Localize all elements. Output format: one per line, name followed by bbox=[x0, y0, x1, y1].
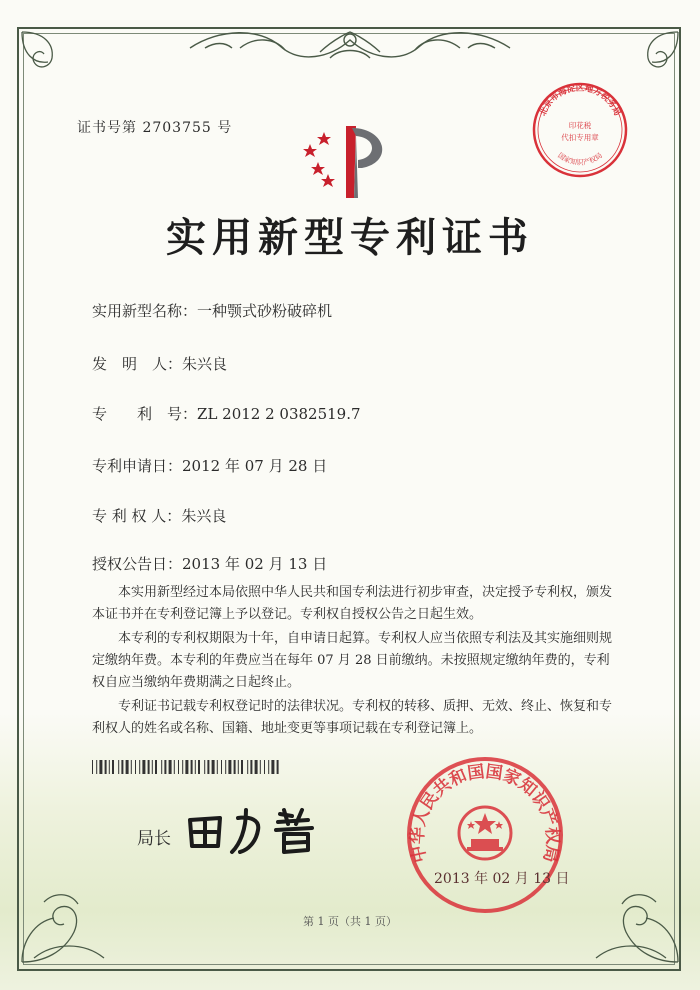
barcode-bar bbox=[169, 760, 172, 774]
barcode-bar bbox=[126, 760, 129, 774]
body-paragraph: 本实用新型经过本局依照中华人民共和国专利法进行初步审查，决定授予专利权，颁发本证书并在专利登记簿上予以登记。专利权自授权公告之日起生效。 bbox=[92, 585, 613, 622]
barcode-bar bbox=[247, 760, 248, 774]
barcode-bar bbox=[204, 760, 205, 774]
tax-stamp bbox=[530, 80, 630, 180]
field-value: 2013 年 02 月 13 日 bbox=[182, 555, 328, 573]
barcode-bar bbox=[217, 760, 218, 774]
body-paragraph: 专利证书记载专利权登记时的法律状况。专利权的转移、质押、无效、终止、恢复和专利权人的姓名或名称、国籍、地址变更等事项记载在专利登记簿上。 bbox=[92, 699, 613, 736]
barcode-bar bbox=[207, 760, 209, 774]
field-label: 专 利 权 人： bbox=[92, 507, 182, 525]
field-label: 实用新型名称： bbox=[92, 302, 198, 320]
barcode-bar bbox=[212, 760, 215, 774]
barcode-bar bbox=[118, 760, 119, 774]
barcode-bar bbox=[225, 760, 226, 774]
director-label: 局长 bbox=[137, 829, 171, 849]
barcode-bar bbox=[96, 760, 97, 774]
barcode-bar bbox=[185, 760, 188, 774]
barcode-bar bbox=[164, 760, 166, 774]
field-application-date bbox=[92, 455, 327, 476]
field-value: 2012 年 07 月 28 日 bbox=[182, 457, 328, 475]
barcode-bar bbox=[264, 760, 265, 774]
certificate-number bbox=[77, 117, 232, 137]
field-label: 授权公告日： bbox=[92, 555, 183, 573]
certificate-title: 实用新型专利证书 bbox=[166, 214, 534, 261]
barcode-bar bbox=[112, 760, 114, 774]
field-utility-model-name bbox=[92, 300, 332, 321]
barcode-bar bbox=[92, 760, 93, 774]
barcode-bar bbox=[105, 760, 107, 774]
barcode-bar bbox=[139, 760, 140, 774]
barcode-bar bbox=[178, 760, 179, 774]
barcode-bar bbox=[161, 760, 162, 774]
certificate-body bbox=[92, 582, 612, 742]
field-label: 发 明 人： bbox=[92, 355, 183, 373]
stamp-small-inner-2: 代扣专用章 bbox=[561, 133, 599, 142]
stamp-date: 2013 年 02 月 13 日 bbox=[434, 871, 570, 887]
barcode-bar bbox=[195, 760, 196, 774]
top-ornament bbox=[0, 18, 700, 78]
corner-ornament-top-left bbox=[14, 24, 84, 94]
stamp-small-bottom: 国家知识产权局 bbox=[556, 151, 604, 167]
field-grant-announcement-date bbox=[92, 553, 327, 574]
field-label: 专利申请日： bbox=[92, 457, 183, 475]
barcode-bar bbox=[131, 760, 132, 774]
stamp-small-text: 北京市海淀区地方税务局 bbox=[538, 83, 622, 118]
barcode-bar bbox=[277, 760, 279, 774]
svg-text:北京市海淀区地方税务局 bbox=[537, 82, 622, 118]
stamp-small-inner: 印花税 bbox=[568, 121, 592, 130]
field-label: 专 利 号： bbox=[92, 405, 198, 423]
cnipa-logo bbox=[296, 122, 406, 202]
field-value: 朱兴良 bbox=[181, 507, 227, 525]
barcode-bar bbox=[109, 760, 110, 774]
national-emblem bbox=[459, 807, 511, 859]
barcode-bar bbox=[182, 760, 183, 774]
barcode-bar bbox=[142, 760, 145, 774]
barcode-bar bbox=[260, 760, 261, 774]
barcode-bar bbox=[148, 760, 150, 774]
barcode-bar bbox=[238, 760, 239, 774]
page-info: 第 1 页（共 1 页） bbox=[303, 915, 397, 928]
certificate-number-suffix: 号 bbox=[217, 120, 233, 136]
barcode-bar bbox=[271, 760, 274, 774]
barcode-bar bbox=[221, 760, 222, 774]
director-signature bbox=[180, 800, 340, 860]
field-value: ZL 2012 2 0382519.7 bbox=[197, 405, 361, 423]
barcode-bar bbox=[255, 760, 258, 774]
barcode-bar bbox=[250, 760, 252, 774]
barcode-bar bbox=[174, 760, 175, 774]
barcode-bar bbox=[234, 760, 236, 774]
barcode-bar bbox=[152, 760, 153, 774]
field-value: 一种颚式砂粉破碎机 bbox=[197, 302, 333, 320]
barcode bbox=[92, 760, 282, 774]
body-paragraph: 本专利的专利权期限为十年，自申请日起算。专利权人应当依照专利法及其实施细则规定缴纳年费。本专利的年费应当在每年 07 月 28 日前缴纳。未按照规定缴纳年费的，专利权自应当缴纳年费期满之日起终止。 bbox=[92, 631, 613, 690]
barcode-bar bbox=[228, 760, 231, 774]
barcode-bar bbox=[198, 760, 200, 774]
field-patentee bbox=[92, 505, 226, 526]
field-patent-number bbox=[92, 403, 361, 424]
barcode-bar bbox=[135, 760, 136, 774]
svg-text:国家知识产权局 bbox=[556, 151, 604, 167]
certificate-number-label: 证书号第 bbox=[77, 120, 137, 136]
barcode-bar bbox=[99, 760, 102, 774]
barcode-bar bbox=[241, 760, 243, 774]
field-value: 朱兴良 bbox=[182, 355, 228, 373]
barcode-bar bbox=[155, 760, 157, 774]
barcode-bar bbox=[268, 760, 269, 774]
stamp-big-text: 中华人民共和国国家知识产权局 bbox=[407, 761, 563, 865]
barcode-bar bbox=[121, 760, 123, 774]
barcode-bar bbox=[191, 760, 193, 774]
certificate-number-value: 2703755 bbox=[142, 120, 212, 136]
official-seal bbox=[405, 755, 565, 915]
field-inventor bbox=[92, 353, 227, 374]
